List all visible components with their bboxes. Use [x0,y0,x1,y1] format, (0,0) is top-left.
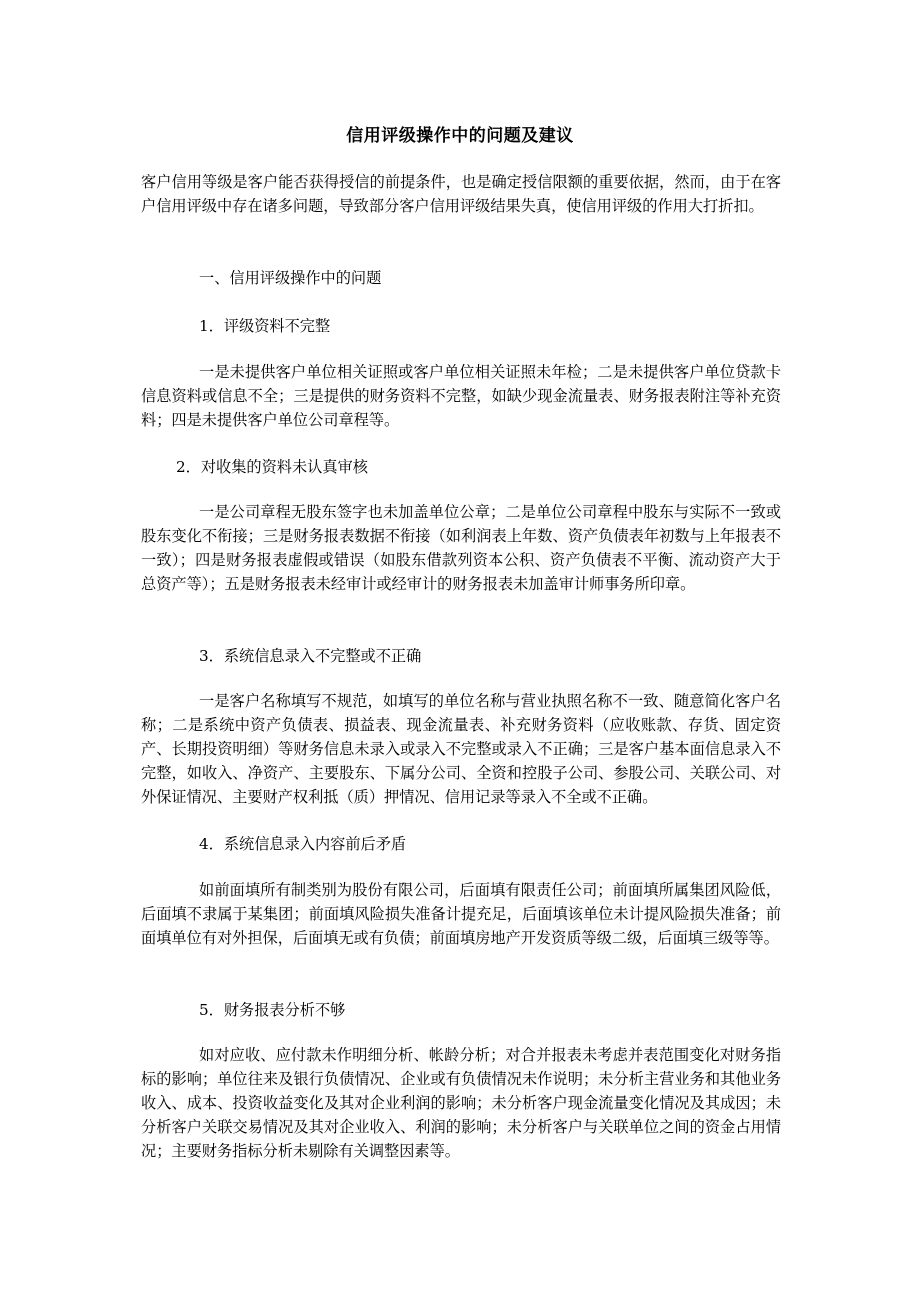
item-heading-4: 4．系统信息录入内容前后矛盾 [199,835,407,853]
item-heading-3: 3．系统信息录入不完整或不正确 [199,647,422,665]
item-heading-2: 2．对收集的资料未认真审核 [176,458,368,476]
item-body-4: 如前面填所有制类别为股份有限公司，后面填有限责任公司；前面填所属集团风险低，后面填不隶属于某集团；前面填风险损失准备计提充足，后面填该单位未计提风险损失准备；前面填单位有对外担保，后面填无或有负债；前面填房地产开发资质等级二级，后面填三级等等。 [141,881,781,947]
item-heading-1: 1．评级资料不完整 [199,317,331,335]
item-body-1: 一是未提供客户单位相关证照或客户单位相关证照未年检；二是未提供客户单位贷款卡信息资料或信息不全；三是提供的财务资料不完整，如缺少现金流量表、财务报表附注等补充资料；四是未提供客户单位公司章程等。 [141,363,781,429]
item-heading-5: 5．财务报表分析不够 [199,1001,346,1019]
section-heading-problems: 一、信用评级操作中的问题 [199,269,382,287]
item-body-3: 一是客户名称填写不规范，如填写的单位名称与营业执照名称不一致、随意简化客户名称；二是系统中资产负债表、损益表、现金流量表、补充财务资料（应收账款、存货、固定资产、长期投资明细）等财务信息未录入或录入不完整或录入不正确；三是客户基本面信息录入不完整，如收入、净资产、主要股东、下属分公司、全资和控股子公司、参股公司、关联公司、对外保证情况、主要财产权利抵（质）押情况、信用记录等录入不全或不正确。 [141,692,781,806]
document-title: 信用评级操作中的问题及建议 [346,126,574,146]
item-body-2: 一是公司章程无股东签字也未加盖单位公章；二是单位公司章程中股东与实际不一致或股东变化不衔接；三是财务报表数据不衔接（如利润表上年数、资产负债表年初数与上年报表不一致）；四是财务报表虚假或错误（如股东借款列资本公积、资产负债表不平衡、流动资产大于总资产等）；五是财务报表未经审计或经审计的财务报表未加盖审计师事务所印章。 [141,503,781,593]
item-body-5: 如对应收、应付款未作明细分析、帐龄分析；对合并报表未考虑并表范围变化对财务指标的影响；单位往来及银行负债情况、企业或有负债情况未作说明；未分析主营业务和其他业务收入、成本、投资收益变化及其对企业利润的影响；未分析客户现金流量变化情况及其成因；未分析客户关联交易情况及其对企业收入、利润的影响；未分析客户与关联单位之间的资金占用情况；主要财务指标分析未剔除有关调整因素等。 [141,1046,781,1160]
intro-paragraph: 客户信用等级是客户能否获得授信的前提条件，也是确定授信限额的重要依据，然而，由于在客户信用评级中存在诸多问题，导致部分客户信用评级结果失真，使信用评级的作用大打折扣。 [141,173,781,215]
